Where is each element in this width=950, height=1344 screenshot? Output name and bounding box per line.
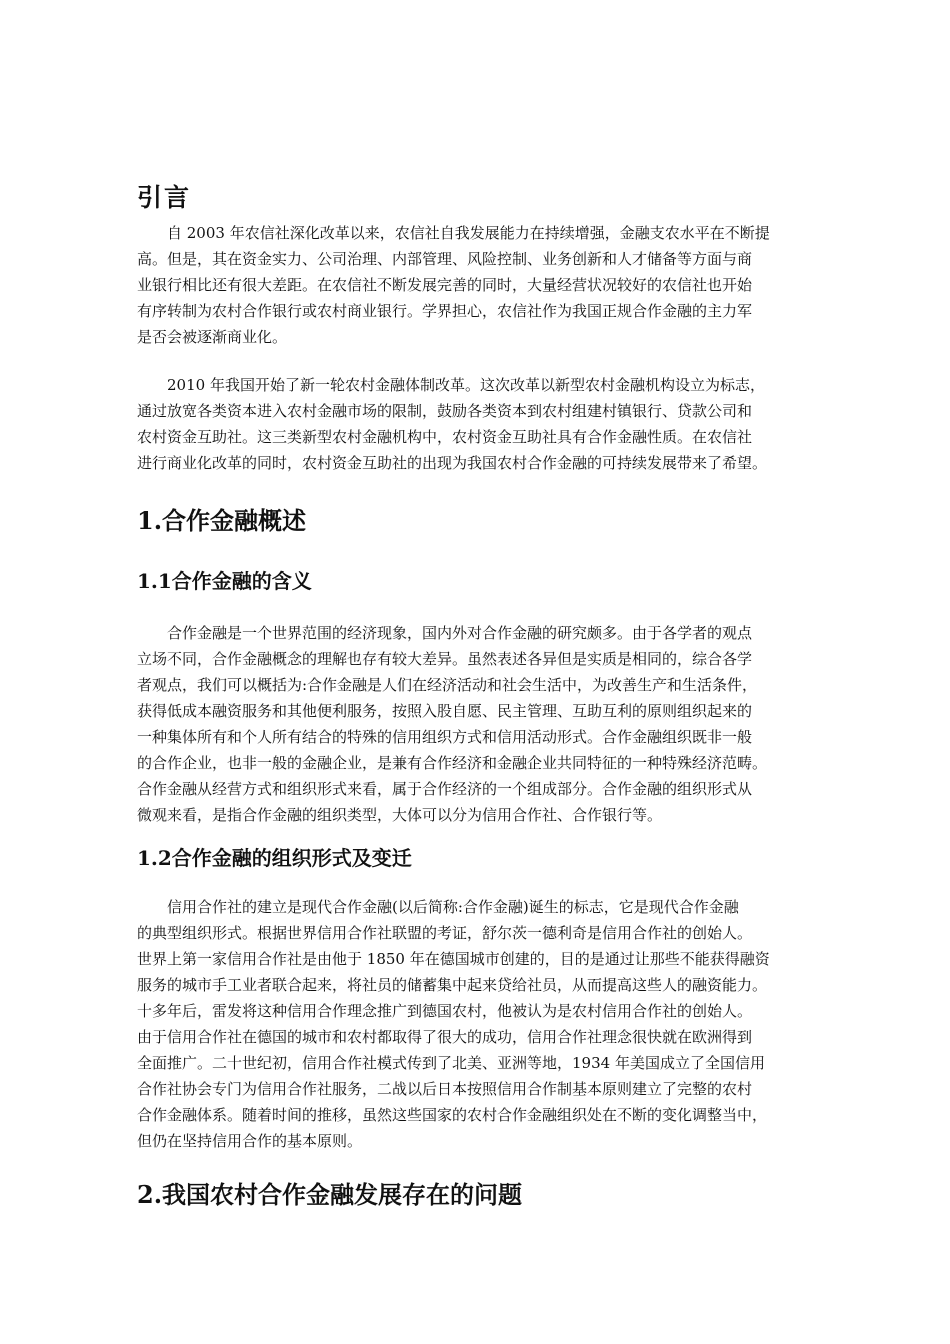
section-1-1-heading: 1.1合作金融的含义 xyxy=(137,569,312,593)
text-line: 是否会被逐渐商业化。 xyxy=(137,328,288,346)
text-line: 服务的城市手工业者联合起来，将社员的储蓄集中起来贷给社员，从而提高这些人的融资能力。 xyxy=(137,976,768,994)
text-line: 自 2003 年农信社深化改革以来，农信社自我发展能力在持续增强，金融支农水平在不断提 xyxy=(137,224,770,242)
section-1-2-heading: 1.2合作金融的组织形式及变迁 xyxy=(137,846,412,870)
text-line: 者观点，我们可以概括为:合作金融是人们在经济活动和社会生活中，为改善生产和生活条件， xyxy=(137,676,758,694)
text-line: 合作金融是一个世界范围的经济现象，国内外对合作金融的研究颇多。由于各学者的观点 xyxy=(137,624,753,642)
text-line: 的合作企业，也非一般的金融企业，是兼有合作经济和金融企业共同特征的一种特殊经济范畴。 xyxy=(137,754,768,772)
text-line: 的典型组织形式。根据世界信用合作社联盟的考证，舒尔茨一德利奇是信用合作社的创始人。 xyxy=(137,924,753,942)
intro-paragraph-1 xyxy=(137,220,837,350)
section-1-2-paragraph xyxy=(137,894,837,1154)
section-2-heading: 2.我国农村合作金融发展存在的问题 xyxy=(137,1180,523,1209)
text-line: 微观来看，是指合作金融的组织类型，大体可以分为信用合作社、合作银行等。 xyxy=(137,806,663,824)
text-line: 世界上第一家信用合作社是由他于 1850 年在德国城市创建的，目的是通过让那些不能获得融资 xyxy=(137,950,770,968)
text-line: 立场不同，合作金融概念的理解也存有较大差异。虽然表述各异但是实质是相同的，综合各学 xyxy=(137,650,753,668)
text-line: 通过放宽各类资本进入农村金融市场的限制，鼓励各类资本到农村组建村镇银行、贷款公司和 xyxy=(137,402,753,420)
text-line: 业银行相比还有很大差距。在农信社不断发展完善的同时，大量经营状况较好的农信社也开始 xyxy=(137,276,753,294)
text-line: 农村资金互助社。这三类新型农村金融机构中，农村资金互助社具有合作金融性质。在农信社 xyxy=(137,428,753,446)
section-1-heading: 1.合作金融概述 xyxy=(137,506,307,535)
text-line: 合作金融体系。随着时间的推移，虽然这些国家的农村合作金融组织处在不断的变化调整当中， xyxy=(137,1106,768,1124)
intro-heading: 引言 xyxy=(137,183,192,212)
text-line: 2010 年我国开始了新一轮农村金融体制改革。这次改革以新型农村金融机构设立为标志， xyxy=(137,376,765,394)
text-line: 全面推广。二十世纪初，信用合作社模式传到了北美、亚洲等地，1934 年美国成立了全国信用 xyxy=(137,1054,765,1072)
text-line: 合作金融从经营方式和组织形式来看，属于合作经济的一个组成部分。合作金融的组织形式从 xyxy=(137,780,753,798)
section-1-1-paragraph xyxy=(137,620,837,828)
text-line: 进行商业化改革的同时，农村资金互助社的出现为我国农村合作金融的可持续发展带来了希望。 xyxy=(137,454,768,472)
text-line: 但仍在坚持信用合作的基本原则。 xyxy=(137,1132,363,1150)
text-line: 获得低成本融资服务和其他便利服务，按照入股自愿、民主管理、互助互利的原则组织起来的 xyxy=(137,702,753,720)
document-page xyxy=(137,0,837,1344)
text-line: 合作社协会专门为信用合作社服务，二战以后日本按照信用合作制基本原则建立了完整的农村 xyxy=(137,1080,753,1098)
text-line: 信用合作社的建立是现代合作金融(以后简称:合作金融)诞生的标志，它是现代合作金融 xyxy=(137,898,739,916)
text-line: 十多年后，雷发将这种信用合作理念推广到德国农村，他被认为是农村信用合作社的创始人。 xyxy=(137,1002,753,1020)
text-line: 有序转制为农村合作银行或农村商业银行。学界担心，农信社作为我国正规合作金融的主力军 xyxy=(137,302,753,320)
text-line: 高。但是，其在资金实力、公司治理、内部管理、风险控制、业务创新和人才储备等方面与商 xyxy=(137,250,753,268)
intro-paragraph-2 xyxy=(137,372,837,476)
text-line: 一种集体所有和个人所有结合的特殊的信用组织方式和信用活动形式。合作金融组织既非一般 xyxy=(137,728,753,746)
text-line: 由于信用合作社在德国的城市和农村都取得了很大的成功，信用合作社理念很快就在欧洲得到 xyxy=(137,1028,753,1046)
